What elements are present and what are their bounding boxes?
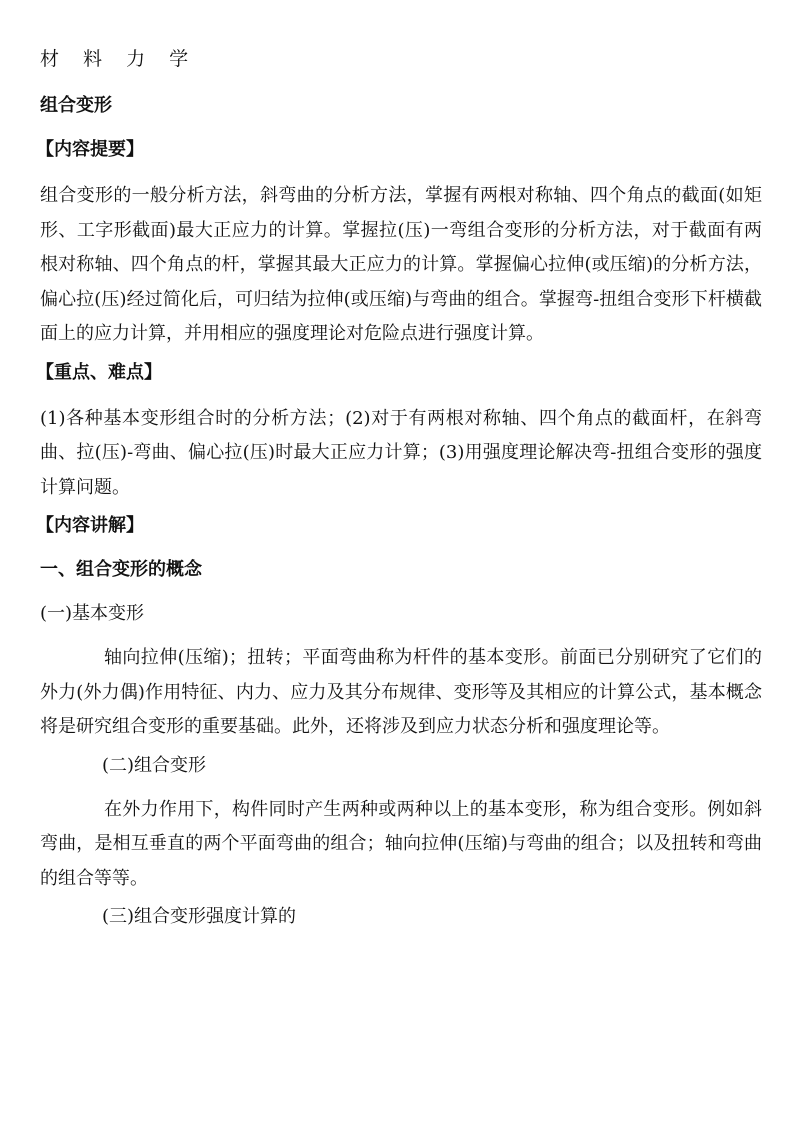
explanation-heading: 【内容讲解】 (36, 515, 144, 536)
subsection-2-paragraph: 在外力作用下，构件同时产生两种或两种以上的基本变形，称为组合变形。例如斜弯曲，是相互垂直的两个平面弯曲的组合；轴向拉伸(压缩)与弯曲的组合；以及扭转和弯曲的组合等等。 (40, 798, 762, 889)
key-points-heading: 【重点、难点】 (36, 361, 162, 383)
chapter-title: 组合变形 (40, 95, 112, 116)
summary-heading: 【内容提要】 (36, 139, 144, 160)
key-points-paragraph: (1)各种基本变形组合时的分析方法；(2)对于有两根对称轴、四个角点的截面杆，在斜弯曲、拉(压)-弯曲、偏心拉(压)时最大正应力计算；(3)用强度理论解决弯-扭组合变形的强度计算问题。 (40, 407, 762, 498)
subject-title: 材 料 力 学 (40, 48, 198, 70)
summary-paragraph: 组合变形的一般分析方法，斜弯曲的分析方法，掌握有两根对称轴、四个角点的截面(如矩形、工字形截面)最大正应力的计算。掌握拉(压)一弯组合变形的分析方法，对于截面有两根对称轴、四个角点的杆，掌握其最大正应力的计算。掌握偏心拉伸(或压缩)的分析方法，偏心拉(压)经过简化后，可归结为拉伸(或压缩)与弯曲的组合。掌握弯-扭组合变形下杆横截面上的应力计算，并用相应的强度理论对危险点进行强度计算。 (40, 185, 762, 344)
subsection-3-heading: (三)组合变形强度计算的 (102, 906, 297, 927)
subsection-1-heading: (一)基本变形 (40, 603, 145, 624)
document-page (36, 44, 762, 944)
subsection-1-paragraph: 轴向拉伸(压缩)；扭转；平面弯曲称为杆件的基本变形。前面已分别研究了它们的外力(外力偶)作用特征、内力、应力及其分布规律、变形等及其相应的计算公式，基本概念将是研究组合变形的重要基础。此外，还将涉及到应力状态分析和强度理论等。 (40, 647, 762, 737)
subsection-2-heading: (二)组合变形 (102, 754, 207, 776)
section-1-heading: 一、组合变形的概念 (40, 559, 202, 580)
